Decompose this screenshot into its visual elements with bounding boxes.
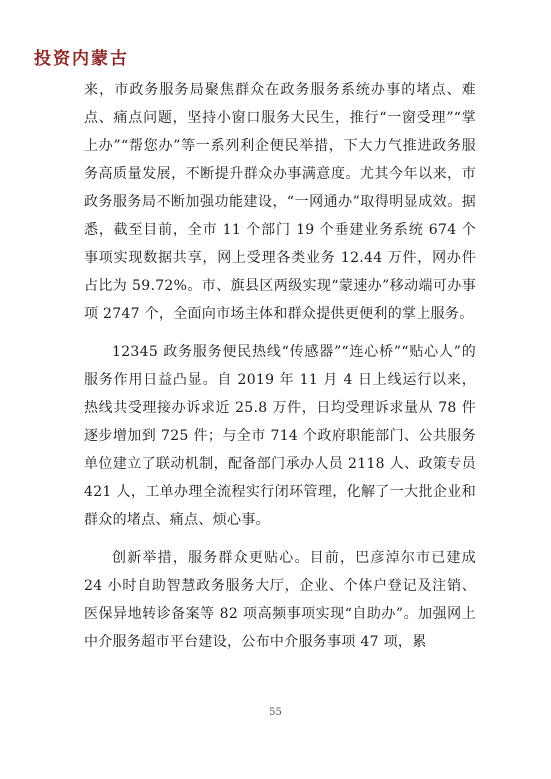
paragraph-3: 创新举措，服务群众更贴心。目前，巴彦淖尔市已建成 24 小时自助智慧政务服务大厅，企业、个体户登记及注销、医保异地转诊备案等 82 项高频事项实现“自助办”。加强网上中介服务超市平台建设，公布中介服务事项 47 项，累 [84, 550, 476, 650]
body-text [84, 76, 476, 656]
paragraph-2: 12345 政务服务便民热线“传感器”“连心桥”“贴心人”的服务作用日益凸显。自 2019 年 11 月 4 日上线运行以来，热线共受理接办诉求近 25.8 万件，日均受理诉求量从 78 件逐步增加到 725 件；与全市 714 个政府职能部门、公共服务单位建立了联动机制，配备部门承办人员 2118 人、政策专员 421 人，工单办理全流程实行闭环管理，化解了一大批企业和群众的堵点、痛点、烦心事。 [84, 344, 476, 528]
page-number: 55 [269, 707, 282, 718]
paragraph-1: 来，市政务服务局聚焦群众在政务服务系统办事的堵点、难点、痛点问题，坚持小窗口服务大民生，推行“一窗受理”“掌上办”“帮您办”等一系列利企便民举措，下大力气推进政务服务高质量发展，不断提升群众办事满意度。尤其今年以来，市政务服务局不断加强功能建设，“一网通办”取得明显成效。据悉，截至目前，全市 11 个部门 19 个垂建业务系统 674 个事项实现数据共享，网上受理各类业务 12.44 万件，网办件占比为 59.72%。市、旗县区两级实现“蒙速办”移动端可办事项 2747 个，全面向市场主体和群众提供更便利的掌上服务。 [84, 82, 476, 322]
running-header: 投资内蒙古 [34, 49, 129, 69]
